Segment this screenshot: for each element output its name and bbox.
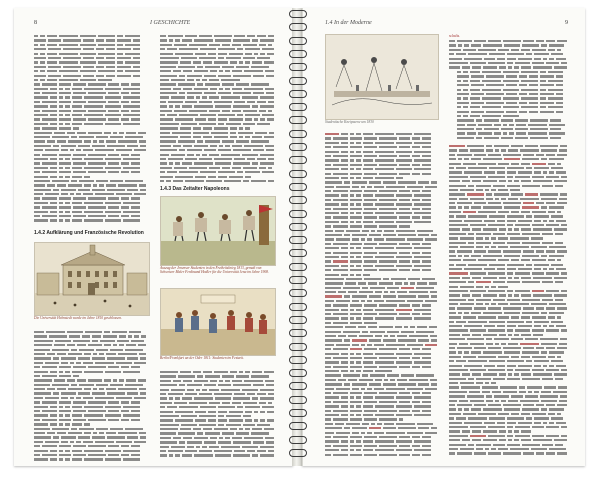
- body-text-line: [160, 453, 274, 457]
- binding-ring: [289, 37, 307, 45]
- body-text-line: [325, 347, 437, 351]
- body-text-line: [160, 47, 274, 51]
- body-text-line: [325, 268, 437, 272]
- left-col-2-text: [160, 34, 274, 183]
- figure-helmstedt-engraving: [34, 242, 150, 316]
- body-text-line: [449, 451, 567, 455]
- body-text-line: [34, 365, 146, 369]
- binding-ring: [289, 263, 307, 271]
- body-text-line: [34, 148, 146, 152]
- binding-ring: [289, 183, 307, 191]
- body-text-line: [449, 438, 567, 442]
- page-number-right: 9: [565, 20, 568, 26]
- accent-word: schafts.: [449, 34, 461, 38]
- binding-ring: [289, 77, 307, 85]
- body-text-line: [449, 214, 567, 218]
- right-col-2-text-top: [449, 39, 567, 70]
- binding-ring: [289, 63, 307, 71]
- running-head-left: I GESCHICHTE: [150, 20, 191, 26]
- binding-ring: [289, 382, 307, 390]
- body-text-line: [325, 145, 437, 149]
- binding-ring: [289, 343, 307, 351]
- binding-ring: [289, 316, 307, 324]
- body-text-line: [34, 400, 146, 404]
- running-head-right: 1.4 In der Moderne: [325, 20, 372, 26]
- body-text-line: [160, 179, 274, 183]
- binding-ring: [289, 210, 307, 218]
- binding-ring: [289, 329, 307, 337]
- section-heading-aufklaerung: 1.4.2 Aufklärung und Französische Revolution: [34, 230, 144, 236]
- caption-helmstedt: Die Universität Helmstedt wurde im Jahre 1810 geschlossen.: [34, 316, 122, 320]
- body-text-line: [449, 258, 567, 262]
- right-page: [302, 8, 585, 466]
- caption-kneipszene: Studentische Kneipszene um 1830: [325, 120, 374, 124]
- binding-ring: [289, 10, 307, 18]
- body-text-line: [160, 440, 274, 444]
- binding-ring: [289, 303, 307, 311]
- body-text-line: [34, 170, 146, 174]
- binding-ring: [289, 409, 307, 417]
- body-text-line: [449, 416, 567, 420]
- right-col-2-quote: [457, 70, 565, 140]
- spiral-binding: [289, 10, 305, 464]
- hodler-painting-image: [161, 197, 275, 265]
- caption-festzeit: Berlin/Frankfurt an der Oder 1811: Studenten im Festzeit.: [160, 356, 244, 360]
- binding-ring: [289, 156, 307, 164]
- binding-ring: [289, 249, 307, 257]
- open-book: [14, 8, 584, 466]
- body-text-line: [325, 246, 437, 250]
- helmstedt-engraving-image: [35, 243, 149, 315]
- body-text-line: [34, 104, 146, 108]
- body-text-line: [449, 52, 567, 56]
- body-text-line: [325, 202, 437, 206]
- left-col-1-text: [34, 34, 146, 223]
- binding-ring: [289, 422, 307, 430]
- body-text-line: [449, 394, 567, 398]
- binding-ring: [289, 449, 307, 457]
- binding-ring: [289, 369, 307, 377]
- body-text-line: [34, 444, 146, 448]
- left-page: [14, 8, 293, 466]
- body-text-line: [325, 453, 437, 457]
- binding-ring: [289, 50, 307, 58]
- left-col-1-text-lower: [34, 330, 146, 462]
- body-text-line: [160, 170, 274, 174]
- binding-ring: [289, 356, 307, 364]
- kneipszene-image: [326, 35, 438, 119]
- figure-kneipszene: [325, 34, 439, 120]
- page-number-left: 8: [34, 20, 37, 26]
- body-text-line: [34, 205, 146, 209]
- body-text-line: [34, 47, 146, 51]
- binding-ring: [289, 289, 307, 297]
- body-text-line: [160, 405, 274, 409]
- body-text-line: [325, 167, 437, 171]
- body-text-line: [325, 325, 437, 329]
- binding-ring: [289, 116, 307, 124]
- binding-ring: [289, 436, 307, 444]
- body-text-line: [160, 69, 274, 73]
- body-text-line: [457, 136, 565, 140]
- body-text-line: [449, 315, 567, 319]
- body-text-line: [34, 69, 146, 73]
- right-col-2-text: [449, 144, 567, 456]
- binding-ring: [289, 276, 307, 284]
- festzeit-painting-image: [161, 289, 275, 355]
- body-text-line: [160, 148, 274, 152]
- section-heading-napoleon: 1.4.3 Das Zeitalter Napoleons: [160, 186, 230, 192]
- body-text-line: [325, 303, 437, 307]
- body-text-line: [34, 218, 146, 222]
- body-text-line: [34, 343, 146, 347]
- binding-ring: [289, 103, 307, 111]
- figure-hodler-painting: [160, 196, 276, 266]
- left-col-2-text-lower: [160, 370, 274, 458]
- binding-ring: [289, 170, 307, 178]
- body-text-line: [457, 83, 565, 87]
- body-text-line: [160, 104, 274, 108]
- binding-ring: [289, 130, 307, 138]
- binding-ring: [289, 196, 307, 204]
- binding-ring: [289, 236, 307, 244]
- binding-ring: [289, 223, 307, 231]
- body-text-line: [325, 382, 437, 386]
- body-text-line: [325, 448, 437, 452]
- binding-ring: [289, 90, 307, 98]
- right-col-1-text: [325, 132, 437, 457]
- binding-ring: [289, 23, 307, 31]
- body-text-line: [325, 426, 437, 430]
- binding-ring: [289, 396, 307, 404]
- caption-hodler: Auszug der Jenenser Studenten in den Freiheitskrieg 1813, gemalt von Schweizer Maler Ferdinand Hodler für die Universität Jena im Jahre 1908.: [160, 266, 269, 275]
- body-text-line: [449, 157, 567, 161]
- body-text-line: [160, 383, 274, 387]
- body-text-line: [449, 280, 567, 284]
- figure-festzeit-painting: [160, 288, 276, 356]
- body-text-line: [449, 337, 567, 341]
- body-text-line: [325, 404, 437, 408]
- body-text-line: [449, 179, 567, 183]
- body-text-line: [457, 105, 565, 109]
- body-text-line: [449, 359, 567, 363]
- binding-ring: [289, 143, 307, 151]
- body-text-line: [34, 457, 146, 461]
